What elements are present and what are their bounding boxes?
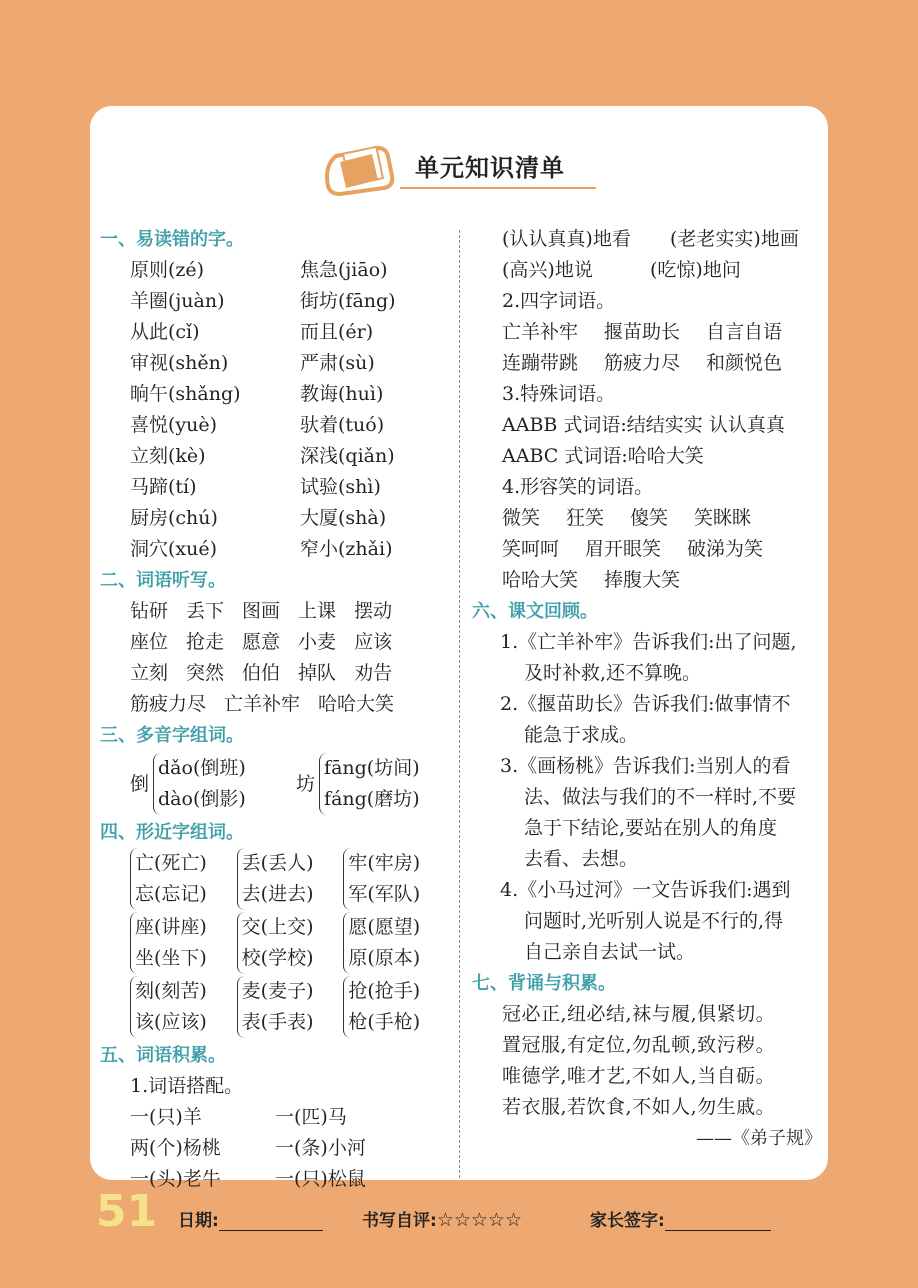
vocab-word: 丢下 — [186, 600, 225, 622]
vocab-word: 抢走 — [186, 631, 225, 653]
similar-pair — [130, 976, 235, 1038]
laugh-word: 傻笑 — [630, 507, 669, 529]
vocab-word: 立刻 — [130, 662, 169, 684]
section-heading-5: 五、词语积累。 — [100, 1045, 226, 1066]
polyphone-group — [153, 753, 276, 815]
similar-word: 刻(刻苦) — [135, 980, 207, 1002]
footer — [0, 1186, 918, 1246]
aabb-line: AABB 式词语:结结实实 认认真真 — [502, 414, 785, 436]
match-row — [472, 224, 832, 255]
idiom: 和颜悦色 — [706, 352, 783, 374]
vocab-word: 突然 — [186, 662, 225, 684]
aabc-line: AABC 式词语:哈哈大笑 — [502, 445, 704, 467]
word-item: 驮着(tuó) — [300, 414, 385, 436]
review-line: 3.《画杨桃》告诉我们:当别人的看 — [500, 755, 791, 777]
vocab-word: 亡羊补牢 — [224, 693, 301, 715]
match-item: 一(匹)马 — [275, 1106, 347, 1128]
review-line: 4.《小马过河》一文告诉我们:遇到 — [500, 879, 791, 901]
laugh-word: 眉开眼笑 — [585, 538, 662, 560]
match-row — [472, 255, 832, 286]
polyphone-reading: fāng(坊间) — [324, 757, 420, 779]
word-row — [472, 534, 832, 565]
review-item — [472, 689, 832, 751]
word-item: 试验(shì) — [300, 476, 381, 498]
self-rating — [362, 1206, 522, 1231]
similar-word: 麦(麦子) — [241, 980, 314, 1002]
title-banner — [320, 130, 600, 196]
section-heading-3: 三、多音字组词。 — [100, 725, 244, 746]
vocab-word: 哈哈大笑 — [318, 693, 395, 715]
word-item: 从此(cǐ) — [130, 321, 200, 343]
word-item: 焦急(jiāo) — [300, 259, 388, 281]
word-item: 厨房(chú) — [130, 507, 218, 529]
polyphone-group — [319, 753, 420, 815]
word-item: 严肃(sù) — [300, 352, 375, 374]
poem-line: 冠必正,纽必结,袜与履,俱紧切。 — [502, 1003, 776, 1025]
laugh-word: 笑眯眯 — [694, 507, 752, 529]
idiom: 筋疲力尽 — [604, 352, 681, 374]
section-heading-2: 二、词语听写。 — [100, 570, 226, 591]
match-item: 一(条)小河 — [275, 1137, 366, 1159]
date-blank[interactable] — [219, 1212, 323, 1231]
idiom: 自言自语 — [706, 321, 783, 343]
similar-pair — [237, 976, 342, 1038]
date-label: 日期: — [178, 1211, 219, 1231]
poem-line: 置冠服,有定位,勿乱顿,致污秽。 — [502, 1034, 776, 1056]
polyphone-reading: fáng(磨坊) — [324, 788, 420, 810]
polyphone-char: 倒 — [130, 772, 150, 795]
right-column — [472, 224, 832, 1154]
section-heading-4: 四、形近字组词。 — [100, 822, 244, 843]
vocab-word: 应该 — [354, 631, 393, 653]
word-item: 洞穴(xué) — [130, 538, 218, 560]
review-line: 能急于求成。 — [524, 724, 639, 746]
idiom: 连蹦带跳 — [502, 352, 579, 374]
poem-line: 唯德学,唯才艺,不如人,当自砺。 — [502, 1065, 776, 1087]
word-item: 马蹄(tí) — [130, 476, 197, 498]
word-item: 立刻(kè) — [130, 445, 206, 467]
vocab-word: 图画 — [242, 600, 281, 622]
match-item: (高兴)地说 — [502, 259, 593, 281]
word-item: 窄小(zhǎi) — [300, 538, 393, 560]
subheading: 4.形容笑的词语。 — [502, 476, 654, 498]
match-item: 一(只)羊 — [130, 1106, 202, 1128]
subheading: 3.特殊词语。 — [502, 383, 616, 405]
match-item: 一(只)松鼠 — [275, 1168, 366, 1190]
similar-word: 坐(坐下) — [135, 947, 207, 969]
polyphone-row — [100, 753, 450, 815]
similar-word: 愿(愿望) — [348, 916, 421, 938]
similar-pair — [130, 912, 235, 974]
vocab-row — [100, 689, 450, 720]
match-item: 两(个)杨桃 — [130, 1137, 221, 1159]
similar-word: 枪(手枪) — [348, 1011, 421, 1033]
laugh-word: 微笑 — [502, 507, 541, 529]
word-item: 喜悦(yuè) — [130, 414, 218, 436]
similar-word: 去(进去) — [241, 883, 314, 905]
vocab-word: 伯伯 — [242, 662, 281, 684]
parent-signature-field[interactable] — [590, 1206, 771, 1231]
similar-char-grid — [100, 848, 450, 1038]
section-heading-1: 一、易读错的字。 — [100, 229, 244, 250]
similar-word: 交(上交) — [241, 916, 314, 938]
vocab-word: 摆动 — [354, 600, 393, 622]
word-item: 晌午(shǎng) — [130, 383, 241, 405]
similar-word: 忘(忘记) — [135, 883, 207, 905]
vocab-word: 愿意 — [242, 631, 281, 653]
similar-pair — [343, 976, 448, 1038]
review-item — [472, 751, 832, 875]
review-line: 及时补救,还不算晚。 — [524, 662, 702, 684]
similar-word: 抢(抢手) — [348, 980, 421, 1002]
word-item: 教诲(huì) — [300, 383, 384, 405]
subheading: 1.词语搭配。 — [130, 1075, 244, 1097]
rating-stars[interactable]: ☆☆☆☆☆ — [436, 1209, 522, 1231]
similar-pair — [237, 848, 342, 910]
match-item: (吃惊)地问 — [650, 259, 741, 281]
poem-line: 若衣服,若饮食,不如人,勿生戚。 — [502, 1096, 776, 1118]
section-heading-6: 六、课文回顾。 — [472, 601, 598, 622]
vocab-word: 劝告 — [354, 662, 393, 684]
date-field[interactable] — [178, 1206, 323, 1231]
word-row — [472, 348, 832, 379]
review-item — [472, 627, 832, 689]
similar-word: 座(讲座) — [135, 916, 207, 938]
rating-label: 书写自评: — [362, 1211, 437, 1231]
word-row — [472, 503, 832, 534]
title-underline — [400, 187, 596, 189]
similar-pair — [237, 912, 342, 974]
word-item: 街坊(fāng) — [300, 290, 396, 312]
review-line: 法、做法与我们的不一样时,不要 — [524, 786, 797, 808]
similar-word: 原(原本) — [348, 947, 421, 969]
word-item: 羊圈(juàn) — [130, 290, 225, 312]
review-line: 去看、去想。 — [524, 848, 639, 870]
vocab-word: 掉队 — [298, 662, 337, 684]
similar-word: 丢(丢人) — [241, 852, 314, 874]
word-item: 大厦(shà) — [300, 507, 387, 529]
review-line: 自己亲自去试一试。 — [524, 941, 696, 963]
similar-pair — [343, 848, 448, 910]
polyphone-char: 坊 — [296, 772, 316, 795]
similar-word: 亡(死亡) — [135, 852, 207, 874]
word-item: 而且(ér) — [300, 321, 374, 343]
section-heading-7: 七、背诵与积累。 — [472, 973, 616, 994]
match-item: (认认真真)地看 — [502, 228, 631, 250]
idiom: 揠苗助长 — [604, 321, 681, 343]
similar-word: 军(军队) — [348, 883, 421, 905]
vocab-word: 小麦 — [298, 631, 337, 653]
idiom: 亡羊补牢 — [502, 321, 579, 343]
laugh-word: 笑呵呵 — [502, 538, 560, 560]
polyphone-reading: dǎo(倒班) — [158, 757, 246, 779]
similar-word: 该(应该) — [135, 1011, 207, 1033]
polyphone-reading: dào(倒影) — [158, 788, 246, 810]
subheading: 2.四字词语。 — [502, 290, 616, 312]
match-item: (老老实实)地画 — [670, 228, 799, 250]
left-column — [100, 224, 450, 1195]
folder-icon — [320, 136, 400, 198]
similar-pair — [130, 848, 235, 910]
vocab-row — [100, 627, 450, 658]
word-item: 审视(shěn) — [130, 352, 229, 374]
review-line: 问题时,光听别人说是不行的,得 — [524, 910, 784, 932]
review-line: 1.《亡羊补牢》告诉我们:出了问题, — [500, 631, 797, 653]
vocab-row — [100, 658, 450, 689]
similar-pair — [343, 912, 448, 974]
page-title: 单元知识清单 — [415, 154, 565, 182]
poem-source: ——《弟子规》 — [696, 1128, 822, 1149]
laugh-word: 捧腹大笑 — [604, 569, 681, 591]
review-line: 2.《揠苗助长》告诉我们:做事情不 — [500, 693, 791, 715]
similar-word: 校(学校) — [241, 947, 314, 969]
vocab-row — [100, 596, 450, 627]
similar-word: 表(手表) — [241, 1011, 314, 1033]
word-item: 原则(zé) — [130, 259, 205, 281]
column-divider — [459, 230, 460, 1178]
match-item: 一(头)老牛 — [130, 1168, 221, 1190]
review-item — [472, 875, 832, 968]
word-item: 深浅(qiǎn) — [300, 445, 395, 467]
laugh-word: 狂笑 — [566, 507, 605, 529]
laugh-word: 破涕为笑 — [687, 538, 764, 560]
vocab-word: 座位 — [130, 631, 169, 653]
vocab-word: 筋疲力尽 — [130, 693, 207, 715]
signature-label: 家长签字: — [590, 1211, 665, 1231]
vocab-word: 钻研 — [130, 600, 169, 622]
word-row — [472, 565, 832, 596]
review-line: 急于下结论,要站在别人的角度 — [524, 817, 778, 839]
similar-word: 牢(牢房) — [348, 852, 421, 874]
page-number: 51 — [96, 1186, 158, 1237]
word-row — [472, 317, 832, 348]
laugh-word: 哈哈大笑 — [502, 569, 579, 591]
vocab-word: 上课 — [298, 600, 337, 622]
signature-blank[interactable] — [665, 1212, 771, 1231]
